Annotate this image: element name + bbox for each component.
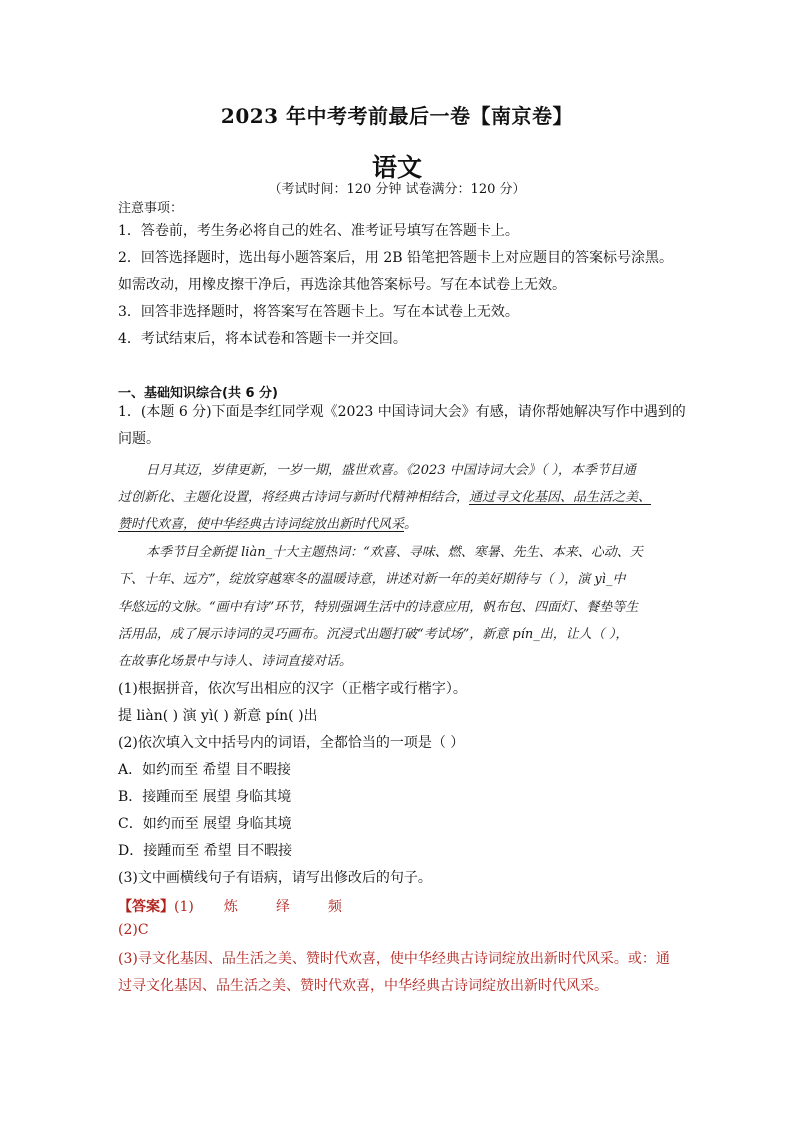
option-c: C．如约而至 展望 身临其境: [118, 816, 292, 832]
answer-3-line: 过寻文化基因、品生活之美、赞时代欢喜，中华经典古诗词绽放出新时代风采。: [118, 978, 608, 994]
answer-char: 绎: [275, 899, 290, 915]
exam-title: 2023 年中考考前最后一卷【南京卷】: [220, 104, 574, 128]
sub-question-2: (2)依次填入文中括号内的词语，全都恰当的一项是（ ）: [118, 735, 465, 751]
option-d: D．接踵而至 希望 目不暇接: [118, 843, 293, 859]
question-1-stem-cont: 问题。: [118, 431, 160, 447]
passage-line: 在故事化场景中与诗人、诗词直接对话。: [118, 654, 353, 669]
passage-line: 华悠远的文脉。“画中有诗”环节，特别强调生活中的诗意应用，帆布包、四面灯、餐垫等生: [118, 600, 639, 615]
answer-1-prefix: (1): [174, 899, 194, 915]
passage-line: 本季节目全新提 liàn_十大主题热词：“欢喜、寻味、燃、寒暑、先生、本来、心动、天: [146, 545, 643, 560]
option-b: B．接踵而至 展望 身临其境: [118, 789, 292, 805]
answer-label: 【答案】: [118, 899, 174, 915]
notice-item: 3．回答非选择题时，将答案写在答题卡上。写在本试卷上无效。: [118, 304, 519, 320]
underlined-sentence: 赞时代欢喜，使中华经典古诗词绽放出新时代风采: [118, 517, 405, 532]
notice-item: 4．考试结束后，将本试卷和答题卡一并交回。: [118, 331, 407, 347]
sub-question-1: (1)根据拼音，依次写出相应的汉字（正楷字或行楷字）。: [118, 681, 467, 697]
notice-item: 2．回答选择题时，选出每小题答案后，用 2B 铅笔把答题卡上对应题目的答案标号涂黑。: [118, 250, 674, 266]
passage-line: 下、十年、远方”，绽放穿越寒冬的温暖诗意，讲述对新一年的美好期待与（ ），演 yì_中: [118, 572, 626, 587]
answer-char: 频: [327, 899, 342, 915]
answer-3-line: (3)寻文化基因、品生活之美、赞时代欢喜，使中华经典古诗词绽放出新时代风采。或：通: [118, 951, 670, 967]
passage-line: [118, 486, 651, 505]
section-heading: 一、基础知识综合(共 6 分): [118, 386, 278, 401]
notice-heading: 注意事项：: [118, 201, 184, 216]
answer-2: (2)C: [118, 922, 149, 938]
sub-question-3: (3)文中画横线句子有语病，请写出修改后的句子。: [118, 870, 432, 886]
notice-item: 1．答卷前，考生务必将自己的姓名、准考证号填写在答题卡上。: [118, 223, 519, 239]
passage-line: 日月其迈，岁律更新，一岁一期，盛世欢喜。《2023 中国诗词大会》（ ），本季节目通: [146, 463, 636, 478]
answer-line-1: [118, 896, 342, 916]
passage-line: 活用品，成了展示诗词的灵巧画布。沉浸式出题打破“考试场”，新意 pín_出，让人（ ），: [118, 627, 629, 642]
exam-info: （考试时间：120 分钟 试卷满分：120 分）: [268, 182, 526, 197]
passage-line: [118, 513, 417, 532]
option-a: A．如约而至 希望 目不暇接: [118, 762, 292, 778]
question-1-stem: 1．(本题 6 分)下面是李红同学观《2023 中国诗词大会》有感，请你帮她解决写作中遇到的: [118, 404, 686, 420]
underlined-sentence: 通过寻文化基因、品生活之美、: [469, 490, 652, 505]
passage-text: 过创新化、主题化设置，将经典古诗词与新时代精神相结合，: [118, 490, 470, 505]
notice-item: 如需改动，用橡皮擦干净后，再选涂其他答案标号。写在本试卷上无效。: [118, 277, 566, 293]
answer-char: 炼: [223, 899, 238, 915]
passage-text: 。: [404, 517, 418, 532]
subject-title: 语文: [371, 153, 422, 182]
pinyin-blanks: 提 liàn( ) 演 yì( ) 新意 pín( )出: [118, 708, 318, 724]
